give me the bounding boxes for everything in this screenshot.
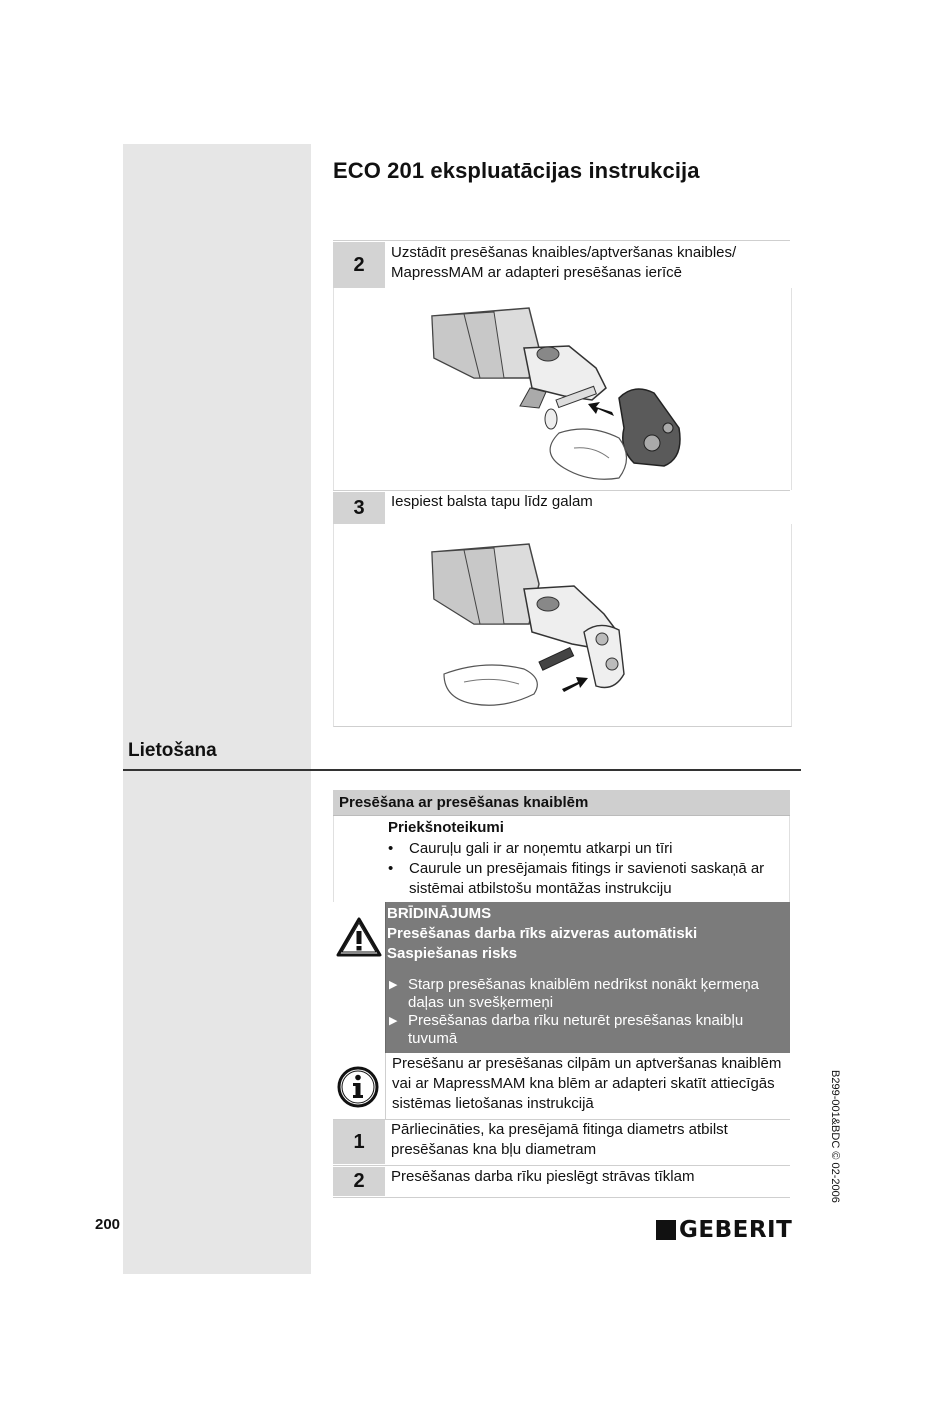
- logo-square-icon: [656, 1220, 676, 1240]
- step-number: 1: [333, 1120, 385, 1164]
- list-item: ▶ Starp presēšanas knaiblēm nedrīkst nonākt ķermeņa daļas un svešķermeņi: [389, 976, 760, 1011]
- table-header: Presēšana ar presēšanas knaiblēm: [333, 790, 790, 816]
- list-item: • Cauruļu gali ir ar noņemtu atkarpi un tīri: [388, 839, 788, 859]
- info-text: Presēšanu ar presēšanas cilpām un aptveršanas knaiblēm vai ar MapressMAM kna blēm ar adapteri skatīt attiecīgās sistēmas lietošanas instrukcijā: [392, 1055, 782, 1112]
- step-row: [333, 490, 790, 525]
- logo-wordmark: GEBERIT: [679, 1217, 793, 1243]
- step-row: [333, 240, 790, 289]
- document-code: B299-001&BDC © 02-2006: [829, 1070, 841, 1203]
- sidebar-band: [123, 144, 311, 1274]
- page-title: ECO 201 ekspluatācijas instrukcija: [333, 158, 700, 183]
- step-text: Iespiest balsta tapu līdz galam: [391, 493, 593, 510]
- step-number: 3: [333, 492, 385, 524]
- list-item: • Caurule un presējamais fitings ir savienoti saskaņā ar sistēmai atbilstošu montāžas instrukciju: [388, 859, 788, 899]
- step-text: Pārliecināties, ka presējamā fitinga diametrs atbilst presēšanas kna bļu diametram: [391, 1121, 728, 1158]
- prerequisites-list: [388, 839, 788, 899]
- warning-line: Presēšanas darba rīks aizveras automātiski: [387, 925, 698, 942]
- illustration-insert-jaws: [333, 288, 792, 490]
- info-icon: [336, 1065, 380, 1109]
- prerequisites-heading: Priekšnoteikumi: [388, 819, 504, 836]
- step-number: 2: [333, 1167, 385, 1196]
- warning-title: BRĪDINĀJUMS: [387, 905, 492, 922]
- page-number: 200: [95, 1216, 121, 1233]
- illustration-insert-pin: [333, 524, 792, 727]
- step-row: [333, 1119, 790, 1165]
- step-text: Presēšanas darba rīku pieslēgt strāvas tīklam: [391, 1168, 695, 1185]
- warning-line: Saspiešanas risks: [387, 945, 518, 962]
- triangle-right-icon: ▶: [389, 1015, 398, 1027]
- info-icon-cell: [333, 1053, 386, 1119]
- warning-icon-cell: [333, 902, 386, 1053]
- list-item: ▶ Presēšanas darba rīku neturēt presēšanas knaibļu tuvumā: [389, 1012, 744, 1047]
- warning-list: [387, 976, 787, 1048]
- warning-triangle-icon: [335, 916, 383, 958]
- section-divider: [123, 769, 801, 771]
- warning-box: [333, 902, 790, 1053]
- step-text: Uzstādīt presēšanas knaibles/aptveršanas knaibles/ MapressMAM ar adapteri presēšanas ierīcē: [391, 244, 737, 281]
- prerequisites: [333, 816, 790, 902]
- geberit-logo: [656, 1218, 792, 1242]
- step-row: [333, 1165, 790, 1198]
- info-row: [333, 1053, 790, 1120]
- triangle-right-icon: ▶: [389, 979, 398, 991]
- step-number: 2: [333, 242, 385, 288]
- section-title: Lietošana: [128, 740, 217, 761]
